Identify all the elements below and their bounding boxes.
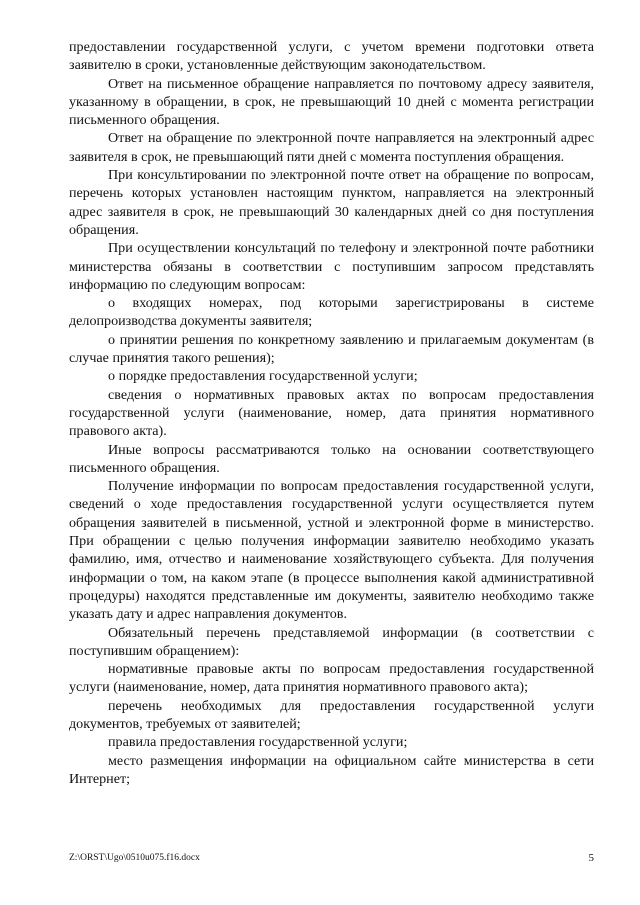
paragraph: При осуществлении консультаций по телефону и электронной почте работники министерства обязаны в соответствии с поступившим запросом представлять информацию по следующим вопросам: — [69, 240, 594, 293]
list-item: место размещения информации на официальном сайте министерства в сети Интернет; — [69, 752, 594, 787]
paragraph: Иные вопросы рассматриваются только на основании соответствующего письменного обращения. — [69, 441, 594, 476]
paragraph: При консультировании по электронной почте ответ на обращение по вопросам, перечень которых установлен настоящим пунктом, направляется на электронный адрес заявителя в срок, не превышающий 30 календарных дней со дня поступления обращения. — [69, 167, 594, 238]
paragraph: Ответ на обращение по электронной почте направляется на электронный адрес заявителя в срок, не превышающий пяти дней с момента поступления обращения. — [69, 130, 594, 165]
paragraph-continuation: предоставлении государственной услуги, с учетом времени подготовки ответа заявителю в сроки, установленные действующим законодательством. — [69, 39, 594, 74]
paragraph: Ответ на письменное обращение направляется по почтовому адресу заявителя, указанному в обращении, в срок, не превышающий 10 дней с момента регистрации письменного обращения. — [69, 75, 594, 129]
list-item: о входящих номерах, под которыми зарегистрированы в системе делопроизводства документы заявителя; — [69, 295, 594, 330]
list-item: перечень необходимых для предоставления государственной услуги документов, требуемых от заявителей; — [69, 697, 594, 732]
list-item: сведения о нормативных правовых актах по вопросам предоставления государственной услуги (наименование, номер, дата принятия нормативного правового акта). — [69, 386, 594, 440]
list-item: о порядке предоставления государственной услуги; — [108, 368, 418, 385]
paragraph: Обязательный перечень представляемой информации (в соответствии с поступившим обращением): — [69, 624, 594, 659]
page-number: 5 — [588, 852, 594, 864]
paragraph: Получение информации по вопросам предоставления государственной услуги, сведений о ходе предоставления государственной услуги осуществляется путем обращения заявителей в письменной, устной и электронной форме в министерство. При обращении с целью получения информации заявителю необходимо указать фамилию, имя, отчество и наименование хозяйствующего субъекта. Для получения информации о том, на каком этапе (в процессе выполнения какой административной процедуры) находятся представленные им документы, заявителю необходимо также указать дату и адрес направления документов. — [69, 478, 594, 623]
list-item: о принятии решения по конкретному заявлению и прилагаемым документам (в случае принятия такого решения); — [69, 331, 594, 367]
document-body — [69, 38, 594, 788]
footer-file-path: Z:\ORST\Ugo\0510u075.f16.docx — [69, 853, 200, 863]
list-item: правила предоставления государственной услуги; — [108, 734, 408, 751]
list-item: нормативные правовые акты по вопросам предоставления государственной услуги (наименование, номер, дата принятия нормативного правового акта); — [69, 661, 594, 696]
